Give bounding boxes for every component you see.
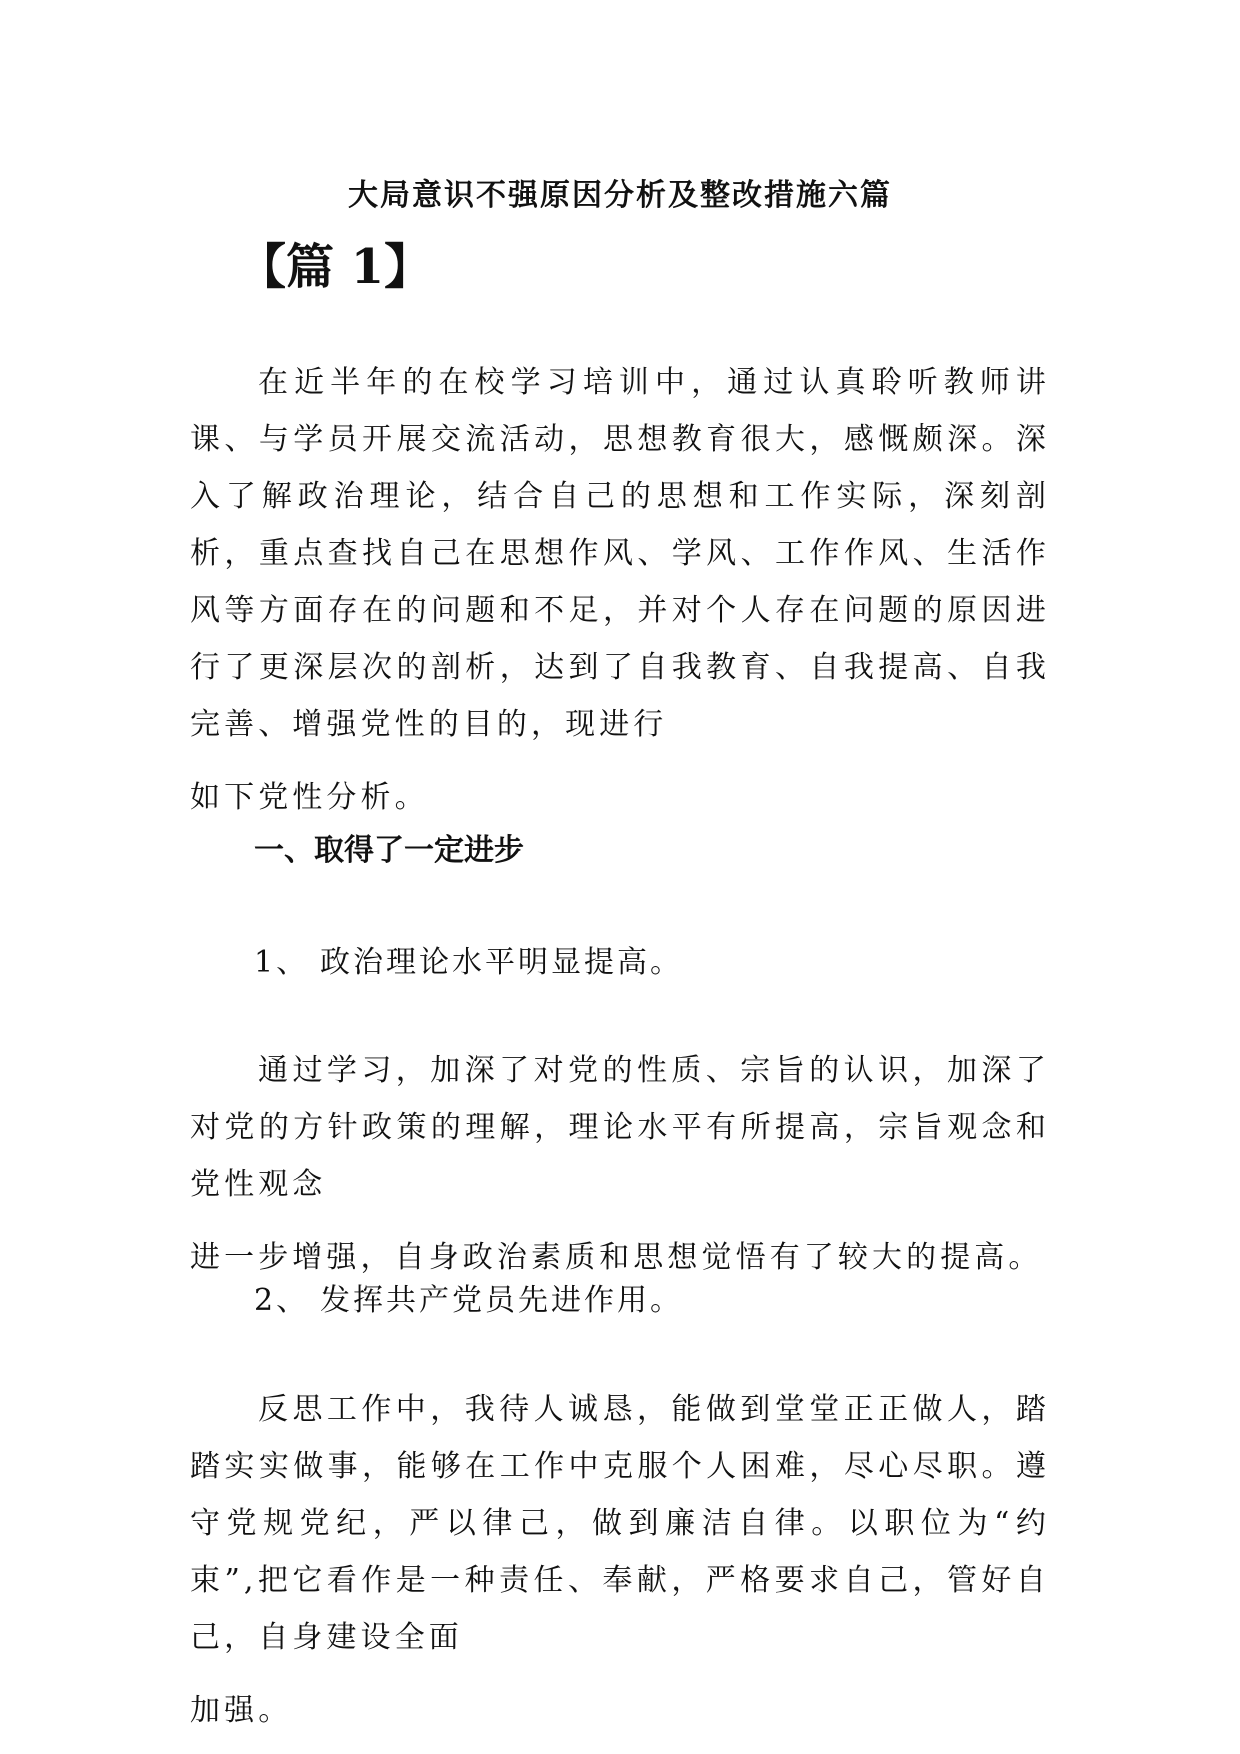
section-label: 【篇 1】 [238,239,433,295]
item-1-paragraph [190,1042,1050,1286]
intro-paragraph [190,354,1050,826]
intro-paragraph-main: 在近半年的在校学习培训中，通过认真聆听教师讲课、与学员开展交流活动，思想教育很大，感慨颇深。深入了解政治理论，结合自己的思想和工作实际，深刻剖析，重点查找自己在思想作风、学风、工作作风、生活作风等方面存在的问题和不足，并对个人存在问题的原因进行了更深层次的剖析，达到了自我教育、自我提高、自我完善、增强党性的目的，现进行 [190,365,1050,742]
item-1-paragraph-tail: 进一步增强，自身政治素质和思想觉悟有了较大的提高。 [190,1240,1043,1275]
item-2-paragraph-main: 反思工作中，我待人诚恳，能做到堂堂正正做人，踏踏实实做事，能够在工作中克服个人困难，尽心尽职。遵守党规党纪，严以律己，做到廉洁自律。以职位为“约束”,把它看作是一种责任、奉献，严格要求自己，管好自己，自身建设全面 [190,1392,1050,1655]
item-2-paragraph-tail: 加强。 [190,1693,293,1728]
list-item-1-text: 政治理论水平明显提高。 [320,945,683,980]
list-item-1 [254,937,683,981]
heading-progress: 一、取得了一定进步 [254,833,524,868]
intro-paragraph-tail: 如下党性分析。 [190,780,429,815]
document-title: 大局意识不强原因分析及整改措施六篇 [348,178,892,213]
item-1-paragraph-main: 通过学习，加深了对党的性质、宗旨的认识，加深了对党的方针政策的理解，理论水平有所提高，宗旨观念和党性观念 [190,1053,1050,1202]
list-item-2-number: 2、 [254,1283,310,1318]
list-item-1-number: 1、 [254,945,310,980]
list-item-2 [254,1275,683,1319]
item-2-paragraph [190,1381,1050,1739]
list-item-2-text: 发挥共产党员先进作用。 [320,1283,683,1318]
